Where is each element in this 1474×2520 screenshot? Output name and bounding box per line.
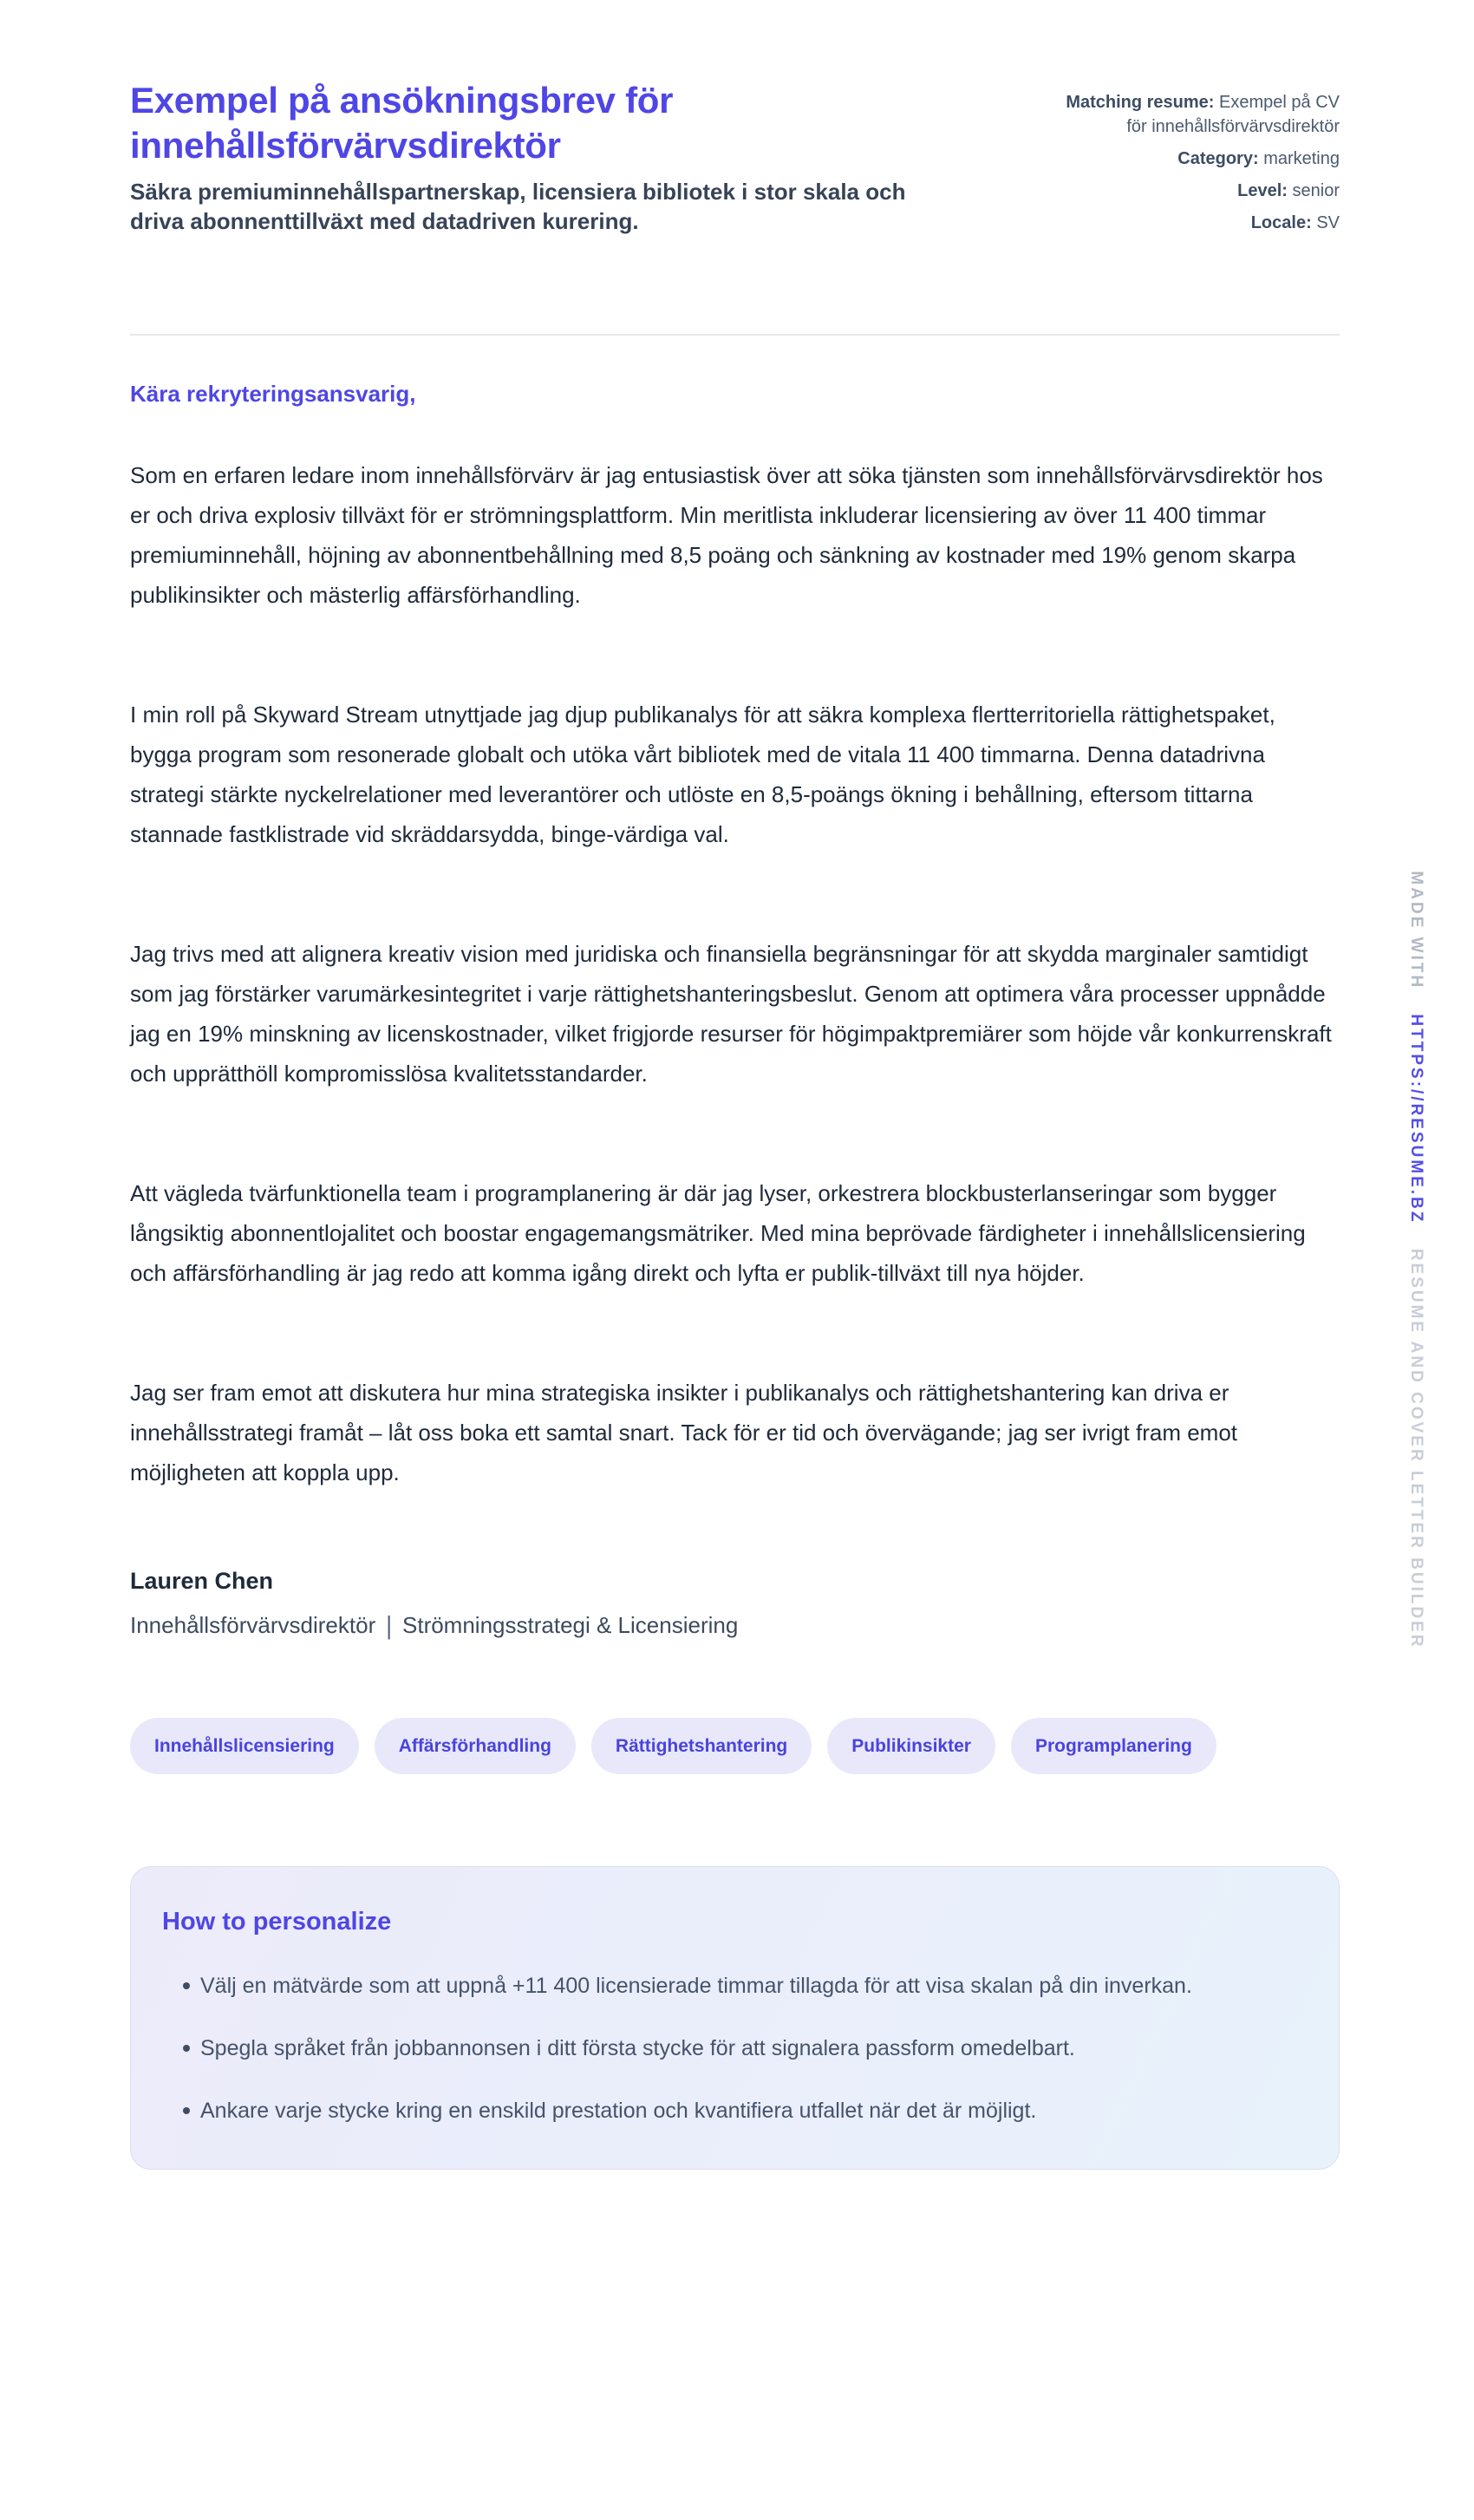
meta-locale <box>1053 211 1340 235</box>
meta-category <box>1053 147 1340 171</box>
skill-tag: Publikinsikter <box>827 1718 995 1774</box>
letter-paragraph: Jag ser fram emot att diskutera hur mina strategiska insikter i publikanalys och rättighetshantering kan driva er innehållsstrategi framåt – låt oss boka ett samtal snart. Tack för er tid och övervägande; jag ser ivrigt fram emot möjligheten att koppla upp. <box>130 1380 1237 1485</box>
signature-role-line <box>130 1609 1340 1642</box>
page-subtitle: Säkra premiuminnehållspartnerskap, licensiera bibliotek i stor skala och driva abonnenttillväxt med datadriven kurering. <box>130 179 906 234</box>
meta-matching-resume <box>1053 90 1340 139</box>
meta-level-label: Level: <box>1237 181 1288 200</box>
meta-category-value: marketing <box>1263 149 1340 168</box>
how-to-personalize-box <box>130 1866 1340 2170</box>
watermark-tagline: RESUME AND COVER LETTER BUILDER <box>1407 1248 1425 1649</box>
role-separator: | <box>386 1609 392 1641</box>
salutation: Kära rekryteringsansvarig, <box>130 381 416 407</box>
tip-item: Välj en mätvärde som att uppnå +11 400 licensierade timmar tillagda för att visa skalan på din inverkan. <box>183 1966 1236 2006</box>
meta-matching-resume-label: Matching resume: <box>1066 93 1215 112</box>
signature-role: Innehållsförvärvsdirektör <box>130 1612 376 1638</box>
meta-level <box>1053 179 1340 203</box>
skill-tags <box>130 1718 1340 1774</box>
tip-item: Spegla språket från jobbannonsen i ditt första stycke för att signalera passform omedelbart. <box>183 2028 1236 2068</box>
skill-tag: Rättighetshantering <box>591 1718 812 1774</box>
letter-paragraph: Att vägleda tvärfunktionella team i programplanering är där jag lyser, orkestrera blockbusterlanseringar som bygger långsiktig abonnentlojalitet och boostar engagemangsmätriker. Med mina beprövade färdigheter i innehållslicensiering och affärsförhandling är jag redo att komma igång direkt och lyfta er publik-tillväxt till nya höjder. <box>130 1180 1306 1286</box>
tip-item: Ankare varje stycke kring en enskild prestation och kvantifiera utfallet när det är möjligt. <box>183 2091 1236 2131</box>
meta-locale-value: SV <box>1316 213 1340 232</box>
watermark-made-with: MADE WITH <box>1407 871 1425 990</box>
header-meta <box>1053 90 1340 243</box>
letter-body <box>130 379 1340 1492</box>
letter-paragraph: Jag trivs med att alignera kreativ vision med juridiska och finansiella begränsningar för att skydda marginaler samtidigt som jag förstärker varumärkesintegritet i varje rättighetshanteringsbeslut. Genom att optimera våra processer uppnådde jag en 19% minskning av licenskostnader, vilket frigjorde resurser för högimpaktpremiärer som höjde vår konkurrenskraft och upprätthöll kompromisslösa kvalitetsstandarder. <box>130 941 1332 1087</box>
page-title: Exempel på ansökningsbrev för innehållsförvärvsdirektör <box>130 80 674 166</box>
page-content <box>0 78 1474 2256</box>
header-title-block <box>130 78 928 236</box>
watermark-site-url: HTTPS://RESUME.BZ <box>1407 1014 1425 1224</box>
skill-tag: Innehållslicensiering <box>130 1718 359 1774</box>
meta-locale-label: Locale: <box>1250 213 1312 232</box>
header <box>130 78 1340 243</box>
signature-specialty: Strömningsstrategi & Licensiering <box>402 1612 739 1638</box>
signature-name: Lauren Chen <box>130 1568 274 1594</box>
meta-matching-resume-value: Exempel på CV för innehållsförvärvsdirektör <box>1126 93 1340 136</box>
meta-level-value: senior <box>1292 181 1340 200</box>
watermark <box>1406 871 1425 1648</box>
meta-category-label: Category: <box>1177 149 1259 168</box>
skill-tag: Programplanering <box>1011 1718 1216 1774</box>
letter-paragraph: I min roll på Skyward Stream utnyttjade jag djup publikanalys för att säkra komplexa flertterritoriella rättighetspaket, bygga program som resonerade globalt och utöka vårt bibliotek med de vitala 11 400 timmarna. Denna datadrivna strategi stärkte nyckelrelationer med leverantörer och utlöste en 8,5-poängs ökning i behållning, eftersom tittarna stannade fastklistrade vid skräddarsydda, binge-värdiga val. <box>130 702 1275 847</box>
header-divider <box>130 334 1340 336</box>
signature-block <box>130 1565 1340 1642</box>
skill-tag: Affärsförhandling <box>375 1718 576 1774</box>
letter-paragraph: Som en erfaren ledare inom innehållsförvärv är jag entusiastisk över att söka tjänsten som innehållsförvärvsdirektör hos er och driva explosiv tillväxt för er strömningsplattform. Min meritlista inkluderar licensiering av över 11 400 timmar premiuminnehåll, höjning av abonnentbehållning med 8,5 poäng och sänkning av kostnader med 19% genom skarpa publikinsikter och mästerlig affärsförhandling. <box>130 462 1323 608</box>
tips-list <box>162 1966 1297 2131</box>
tips-heading: How to personalize <box>162 1908 392 1936</box>
